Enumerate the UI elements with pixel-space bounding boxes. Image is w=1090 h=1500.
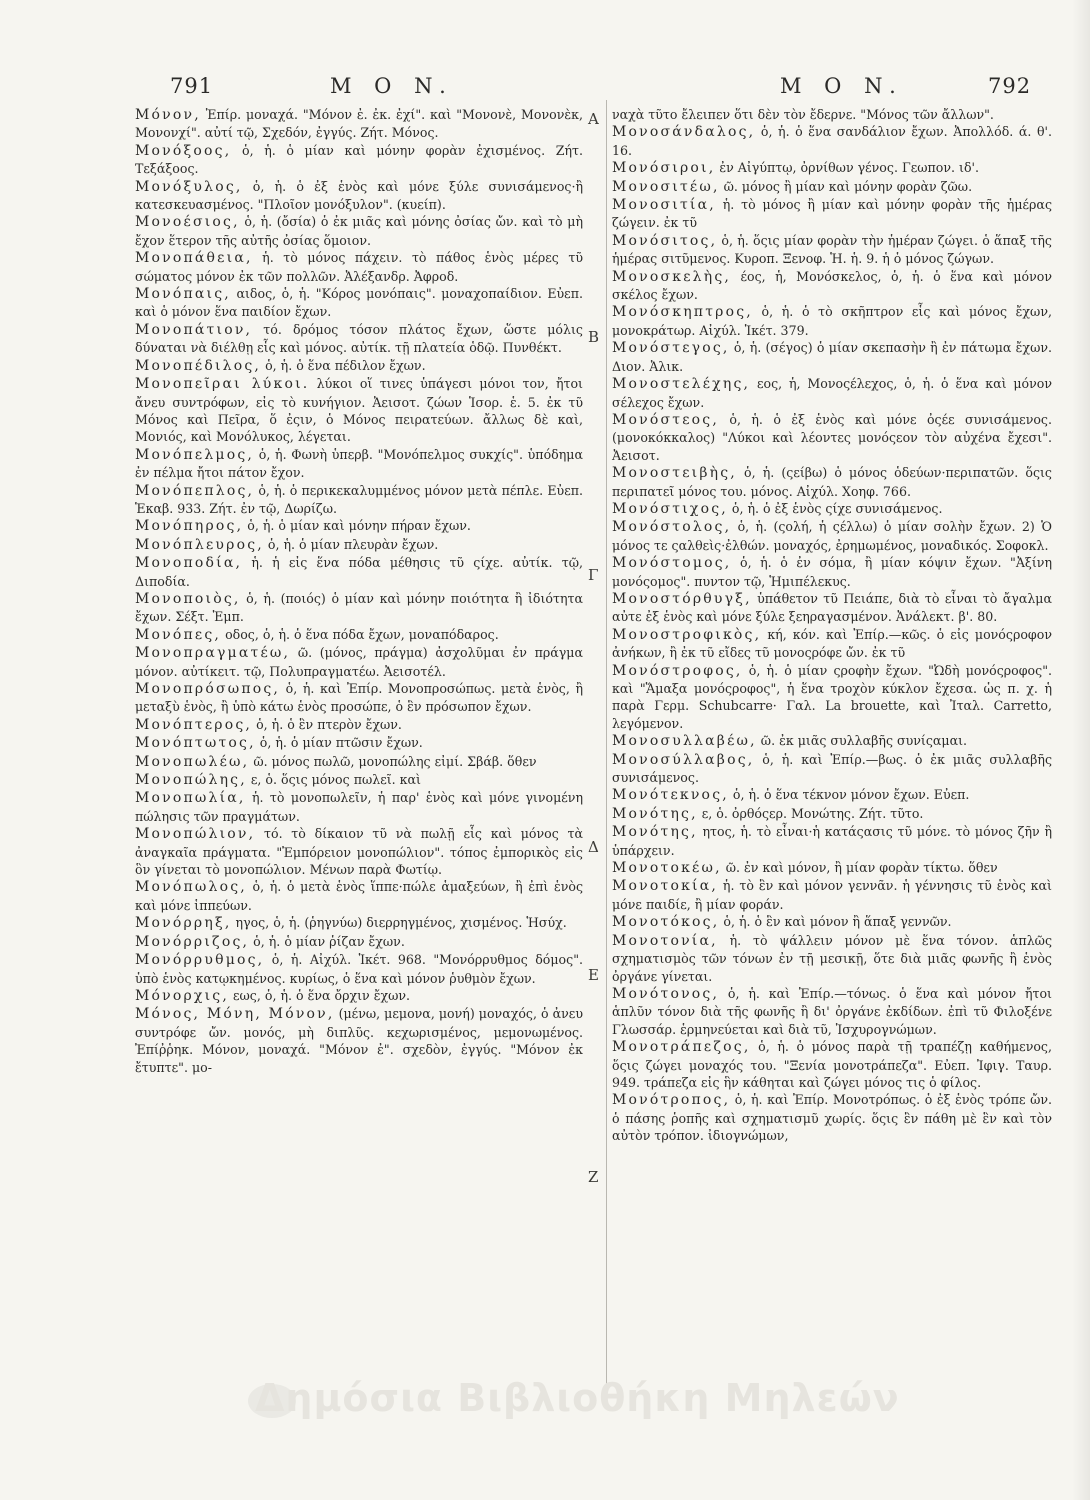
entry-definition: ὁ, ἡ. ὁ ἓν καὶ μόνον ἢ ἅπαξ γεννῶν. <box>719 914 952 930</box>
dictionary-entry <box>135 536 583 554</box>
entry-headword: Μονόστολος, <box>612 519 732 536</box>
entry-headword: Μονοσυλλαβέω, <box>612 733 757 750</box>
entry-definition: ἡ. τὸ μόνος πάχειν. τὸ πάθος ἑνὸς μέρες τῦ σώματος μόνον ἐκ τῶν πολλῶν. Ἀλέξανδρ. Ἀφροδ. <box>135 250 583 284</box>
entry-headword: Μονοπέδιλος, <box>135 357 262 374</box>
dictionary-entry <box>135 517 583 535</box>
entry-headword: Μονοποιὸς, <box>135 590 241 607</box>
entry-headword: Μονοπάθεια, <box>135 250 253 267</box>
dictionary-entry <box>135 285 583 321</box>
right-running-title: M O N. <box>780 74 904 98</box>
dictionary-entry <box>135 106 583 142</box>
dictionary-entry <box>135 626 583 644</box>
entry-headword: Μονοστελέχης, <box>612 376 751 393</box>
entry-definition: ὁ, ἡ. ὁ ἕνα σανδάλιον ἔχων. Ἀπολλόδ. ά. θ'. 16. <box>612 124 1052 158</box>
dictionary-entry <box>612 123 1052 159</box>
entry-definition: ὁ, ἡ. (ποιός) ὁ μίαν καὶ μόνην ποιότητα ἢ ἰδιότητα ἔχων. Σέξτ. Ἐμπ. <box>135 590 583 625</box>
entry-headword: Μόνος, Μόνη, Μόνον, <box>135 1006 335 1023</box>
entry-headword: Μονότροπος, <box>612 1092 731 1109</box>
dictionary-entry <box>612 554 1052 590</box>
dictionary-entry <box>612 932 1052 985</box>
entry-definition: εως, ὁ, ἡ. ὁ ἕνα ὄρχιν ἔχων. <box>229 987 411 1003</box>
dictionary-entry <box>612 411 1052 464</box>
entry-definition: ὁ, ἡ. καὶ Ἐπίρ.—βως. ὁ ἐκ μιᾶς συλλαβῆς συνισάμενος. <box>612 751 1052 786</box>
dictionary-entry <box>612 786 1052 804</box>
entry-headword: Μονόρρηξ, <box>135 915 232 932</box>
entry-definition: ηγος, ὁ, ἡ. (ῥηγνύω) διερρηγμένος, χισμένος. Ἡσύχ. <box>231 915 567 931</box>
dictionary-entry <box>612 375 1052 411</box>
entry-headword: Μόνορχις, <box>135 987 229 1004</box>
entry-definition: ὁ, ἡ. ὁ ἐξ ἑνὸς καὶ μόνε ὀςέε συνισάμενος. (μονοκόκκαλος) "Λύκοι καὶ λέοντες μονόςεον τὸν αὐχένα ἔχεσι". Ἀεισοτ. <box>612 411 1052 463</box>
entry-definition: ητος, ἡ. τὸ εἶναι·ἡ κατάςασις τῦ μόνε. τὸ μόνος ζῆν ἢ ὑπάρχειν. <box>612 824 1052 858</box>
entry-headword: Μονόξυλος, <box>135 178 243 195</box>
dictionary-entry <box>135 680 583 716</box>
left-column <box>135 106 583 1076</box>
dictionary-entry <box>612 232 1052 268</box>
entry-definition: έος, ἡ, Μονόσκελος, ὁ, ἡ. ὁ ἕνα καὶ μόνον σκέλος ἔχων. <box>612 268 1052 303</box>
dictionary-entry <box>135 590 583 626</box>
dictionary-entry <box>612 590 1052 626</box>
entry-headword: Μονοέσιος, <box>135 214 240 231</box>
dictionary-entry <box>135 914 583 932</box>
entry-definition: ῶ. ἐκ μιᾶς συλλαβῆς συνίςαμαι. <box>756 733 968 749</box>
margin-letter: A <box>588 110 599 128</box>
entry-definition: ῶ. μόνος πωλῶ, μονοπώλης εἰμί. Σβάβ. ὅθεν <box>249 753 537 769</box>
entry-headword: Μονόσιροι, <box>612 160 716 177</box>
entry-definition: ὁ, ἡ. ὁ μετὰ ἑνὸς ἵππε·πώλε ἁμαξεύων, ἢ ἐπὶ ἑνὸς καὶ μόνε ἱππεύων. <box>135 879 583 913</box>
entry-definition: ῶ. ἐν καὶ μόνον, ἢ μίαν φορὰν τίκτω. ὅθεν <box>721 860 998 876</box>
dictionary-entry <box>135 321 583 357</box>
margin-letter: B <box>588 328 600 346</box>
entry-definition: τό. τὸ δίκαιον τῦ νὰ πωλῇ εἷς καὶ μόνος τὰ ἀναγκαῖα πράγματα. "Ἐμπόρειον μονοπώλιον". τόπος ἐμπορικὸς εἰς ὃν γίνεται τὸ μονοπώλιον. Μένων παρὰ Φωτίῳ. <box>135 826 583 878</box>
dictionary-entry <box>135 825 583 878</box>
dictionary-entry <box>612 823 1052 859</box>
dictionary-entry <box>135 789 583 825</box>
entry-definition: ὁ, ἡ. Φωνὴ ὑπερβ. "Μονόπελμος συκχίς". ὑπόδημα ἐν πέλμα ἤτοι πάτον ἔχον. <box>135 446 583 481</box>
entry-definition: ἡ. τὸ μόνος ἢ μίαν καὶ μόνην φορὰν τῆς ἡμέρας ζώγειν. ἐκ τῦ <box>612 197 1052 231</box>
entry-headword: Μονοτόκος, <box>612 914 720 931</box>
dictionary-entry <box>612 913 1052 931</box>
entry-definition: ὁ, ἡ. ὁ ἓν πτερὸν ἔχων. <box>252 716 402 732</box>
dictionary-entry <box>612 1038 1052 1091</box>
entry-headword: Μονοπωλέω, <box>135 753 250 770</box>
entry-definition: ε, ὁ. ὀρθόςερ. Μονώτης. Ζήτ. τῦτο. <box>697 805 924 821</box>
dictionary-entry <box>612 339 1052 375</box>
dictionary-entry <box>135 142 583 178</box>
dictionary-entry <box>612 268 1052 304</box>
entry-definition: ῶ. (μόνος, πράγμα) ἀσχολῦμαι ἐν πράγμα μόνον. αὐτίκειτ. τῷ, Πολυπραγματέω. Ἀεισοτέλ. <box>135 645 583 679</box>
section-margin-letters <box>588 0 608 1500</box>
entry-definition: ὁ, ἡ. ὁ περικεκαλυμμένος μόνον μετὰ πέπλε. Εὐεπ. Ἑκαβ. 933. Ζήτ. ἐν τῷ, Δωρίζω. <box>135 482 583 516</box>
entry-headword: Μονοποδία, <box>135 555 243 572</box>
entry-definition: ὁ, ἡ. ὁ μίαν ςροφὴν ἔχων. "Ὠδὴ μονόςροφος". καὶ "Ἅμαξα μονόςροφος", ἡ ἕνα τροχὸν κύκλον ἔχεσα. ὡς π. χ. ἡ παρὰ Γερμ. Schubcarre· Γαλ. La brouette, καὶ Ἰταλ. Carretto, λεγόμενον. <box>612 662 1052 731</box>
entry-definition: ὁ, ἡ. ὁ ἐξ ἑνὸς καὶ μόνε ξύλε συνισάμενος·ἢ κατεσκευασμένος. "Πλοῖον μονόξυλον". (κυείπ). <box>135 178 583 213</box>
entry-headword: Μονόσιτος, <box>612 232 718 249</box>
dictionary-entry <box>135 771 583 789</box>
dictionary-entry <box>612 196 1052 232</box>
entry-definition: κή, κόν. καὶ Ἐπίρ.—κῶς. ὁ εἰς μονόςροφον ἀνήκων, ἢ ἐκ τῦ εἴδες τῦ μονοςρόφε ὤν. ἐκ τῦ <box>612 626 1052 661</box>
entry-definition: ὁ, ἡ. ὁ μίαν καὶ μόνην πήραν ἔχων. <box>243 518 471 534</box>
dictionary-entry <box>612 662 1052 733</box>
dictionary-entry <box>135 987 583 1005</box>
entry-headword: Μονόρριζος, <box>135 933 250 950</box>
entry-definition: ὁ, ἡ. (ςείβω) ὁ μόνος ὁδεύων·περιπατῶν. ὅςις περιπατεῖ μόνος του. μόνος. Αἰχύλ. Χοηφ. 766. <box>612 465 1052 499</box>
entry-definition: ὁ, ἡ. ὁ ἐξ ἑνὸς ςίχε συνισάμενος. <box>727 500 943 516</box>
right-column <box>612 106 1052 1145</box>
entry-definition: ναχὰ τῦτο ἔλειπεν ὅτι δὲν τὸν ἔδερνε. "Μόνος τῶν ἄλλων". <box>612 107 994 122</box>
entry-headword: Μονοσκελὴς, <box>612 268 732 285</box>
entry-headword: Μονοπεῖραι λύκοι. <box>135 376 310 393</box>
dictionary-entry <box>135 554 583 590</box>
entry-headword: Μονόστιχος, <box>612 500 728 517</box>
dictionary-entry <box>612 178 1052 196</box>
entry-definition: ὁ, ἡ. (ςολή, ἡ ςέλλω) ὁ μίαν σολὴν ἔχων. 2) Ὁ μόνος τε ςαλθεὶς·ἐλθών. μοναχός, ἐρημωμένος, μοναδικός. Σοφοκλ. <box>612 519 1052 553</box>
entry-definition: ὁ, ἡ. καὶ Ἐπίρ. Μονοπροσώπως. μετὰ ἑνὸς, ἢ μεταξὺ ἑνὸς, ἢ ὑπὸ κάτω ἑνὸς προσώπε, ὁ ἓν πρόσωπον ἔχων. <box>135 681 583 715</box>
dictionary-entry <box>135 878 583 914</box>
dictionary-entry <box>612 159 1052 177</box>
entry-definition: ὁ, ἡ. καὶ Ἐπίρ. Μονοτρόπως. ὁ ἐξ ἑνὸς τρόπε ὤν. ὁ πάσης ῥοπῆς καὶ σχηματισμῦ χωρίς. ὅςις ἓν πάθη μὲ ἓν καὶ τὸν αὐτὸν τρόπον. ἰδιογνώμων, <box>612 1092 1052 1144</box>
entry-definition: ὁ, ἡ. Αἰχύλ. Ἱκέτ. 968. "Μονόρρυθμος δόμος". ὑπὸ ἑνὸς κατῳκημένος. κυρίως, ὁ ἕνα καὶ μόνον ῥυθμὸν ἔχων. <box>135 952 583 986</box>
entry-headword: Μονοπρόσωπος, <box>135 681 281 697</box>
dictionary-entry <box>612 859 1052 877</box>
entry-definition: ἡ. τὸ ἓν καὶ μόνον γεννᾶν. ἡ γέννησις τῦ ἑνὸς καὶ μόνε παιδίε, ἢ μίαν φοράν. <box>612 878 1052 912</box>
entry-headword: Μονοστειβὴς, <box>612 465 737 482</box>
entry-headword: Μονόστομος, <box>612 555 732 572</box>
dictionary-entry <box>135 1005 583 1076</box>
entry-definition: ε, ὁ. ὅςις μόνος πωλεῖ. καὶ <box>246 772 421 788</box>
entry-definition: εος, ἡ, Μονοςέλεχος, ὁ, ἡ. ὁ ἕνα καὶ μόνον σέλεχος ἔχων. <box>612 376 1052 410</box>
entry-headword: Μονοσιτέω, <box>612 178 720 195</box>
entry-headword: Μονοπώλης, <box>135 772 247 789</box>
entry-headword: Μονότονος, <box>612 985 720 1002</box>
entry-definition: λύκοι οἵ τινες ὑπάγεσι μόνοι τον, ἤτοι ἄνευ συντρόφων, εἰς τὸ κυνήγιον. Ἀεισοτ. ζώων Ἱσορ. ἑ. 5. ἐκ τῦ Μόνος καὶ Πεῖρα, ὅ ἐςιν, ὁ Μόνος πειρατεύων. ἄλλως δὲ καὶ, Μονιός, καὶ Μονόλυκος, λέγεται. <box>135 376 583 445</box>
dictionary-entry <box>135 178 583 214</box>
entry-headword: Μονοσάνδαλος, <box>612 124 756 141</box>
margin-letter: E <box>588 966 599 984</box>
dictionary-entry <box>612 303 1052 339</box>
entry-headword: Μονοπραγματέω, <box>135 645 291 662</box>
entry-definition: ὁ, ἡ. ὁ μίαν ῥίζαν ἔχων. <box>249 933 405 949</box>
entry-definition: ὁ, ἡ. (σέγος) ὁ μίαν σκεπασὴν ἢ ἐν πάτωμα ἔχων. Διον. Ἀλικ. <box>612 340 1052 374</box>
entry-definition: ἡ. τὸ μονοπωλεῖν, ἡ παρ' ἑνὸς καὶ μόνε γινομένη πώλησις τῶν πραγμάτων. <box>135 790 583 824</box>
margin-letter: Δ <box>588 838 599 856</box>
entry-headword: Μονόπηρος, <box>135 518 244 535</box>
entry-headword: Μονόστεος, <box>612 411 719 428</box>
entry-definition: ὁ, ἡ. ὅςις μίαν φορὰν τὴν ἡμέραν ζώγει. ὁ ἅπαξ τῆς ἡμέρας σιτῦμενος. Κυροπ. Ξενοφ. Ἡ. ἡ. 9. ἡ ὁ μόνος ζώγων. <box>612 232 1052 267</box>
entry-headword: Μονοστροφικὸς, <box>612 626 762 643</box>
entry-definition: τό. δρόμος τόσον πλάτος ἔχων, ὥστε μόλις δύναται νὰ διέλθῃ εἷς καὶ μόνος. αὐτίκ. τῇ πλατεία ὁδῷ. Πυνθέκτ. <box>135 321 583 356</box>
entry-headword: Μονόπες, <box>135 626 222 643</box>
entry-headword: Μονοπάτιον, <box>135 321 253 338</box>
dictionary-entry <box>135 482 583 518</box>
entry-definition: ὁ, ἡ. (ὄσία) ὁ ἐκ μιᾶς καὶ μόνης ὀσίας ὤν. καὶ τὸ μὴ ἔχον ἕτερον τῆς αὐτῆς ὀσίας ὅμοιον. <box>135 214 583 248</box>
entry-definition: ὁ, ἡ. ὁ μίαν καὶ μόνην φορὰν ἐχισμένος. Ζήτ. Τεξάξοος. <box>135 142 583 177</box>
dictionary-entry <box>135 249 583 285</box>
entry-definition: ἡ. ἡ εἰς ἕνα πόδα μέθησις τῦ ςίχε. αὐτίκ. τῷ, Διποδία. <box>135 555 583 589</box>
right-page-number: 792 <box>988 74 1032 98</box>
dictionary-entry <box>612 106 1052 123</box>
library-watermark: Δημόσια Βιβλιοθήκη Μηλεών <box>255 1376 900 1420</box>
dictionary-entry <box>612 732 1052 750</box>
entry-headword: Μονοπωλία, <box>135 790 246 807</box>
entry-headword: Μονοτοκία, <box>612 878 719 895</box>
entry-headword: Μονόπελμος, <box>135 446 255 463</box>
entry-headword: Μονόσκηπτρος, <box>612 304 753 321</box>
entry-headword: Μονοτράπεζος, <box>612 1039 751 1056</box>
dictionary-entry <box>612 626 1052 662</box>
entry-headword: Μονόστροφος, <box>612 662 743 679</box>
dictionary-entry <box>612 751 1052 787</box>
dictionary-entry <box>612 518 1052 554</box>
entry-headword: Μονοσιτία, <box>612 197 716 214</box>
entry-headword: Μονόπλευρος, <box>135 536 264 553</box>
dictionary-entry <box>612 985 1052 1038</box>
dictionary-entry <box>135 375 583 446</box>
margin-letter: Z <box>588 1168 599 1186</box>
entry-headword: Μονοσύλλαβος, <box>612 751 755 768</box>
margin-letter: Γ <box>588 566 599 584</box>
entry-definition: ὁ, ἡ. ὁ ἕνα τέκνον μόνον ἔχων. Εὐεπ. <box>728 787 970 803</box>
dictionary-entry <box>135 753 583 771</box>
entry-definition: ὁ, ἡ. ὁ μίαν πτῶσιν ἔχων. <box>255 735 423 751</box>
dictionary-entry <box>135 716 583 734</box>
entry-definition: αιδος, ὁ, ἡ. "Κόρος μονόπαις". μοναχοπαίδιον. Εὐεπ. καὶ ὁ μόνον ἕνα παιδίον ἔχων. <box>135 286 583 320</box>
entry-definition: ὁ, ἡ. ὁ μόνος παρὰ τῇ τραπέζῃ καθήμενος, ὅςις ζώγει μοναχός του. "Ξενία μονοτράπεζα". Εὐεπ. Ἰφιγ. Ταυρ. 949. τράπεζα εἰς ἣν κάθηται καὶ ζώγει μόνος τις ὁ φίλος. <box>612 1039 1052 1090</box>
dictionary-entry <box>135 357 583 375</box>
page-edge-shadow <box>1072 0 1090 1500</box>
entry-definition: Ἐπίρ. μοναχά. "Μόνον ἐ. ἐκ. ἐχί". καὶ "Μονονὲ, Μονονὲκ, Μονονχί". αὐτί τῷ, Σχεδόν, ἐγγύς. Ζήτ. Μόνος. <box>135 107 583 141</box>
left-running-title: M O N. <box>330 74 454 98</box>
dictionary-entry <box>612 500 1052 518</box>
dictionary-entry <box>135 446 583 482</box>
entry-headword: Μονόπαις, <box>135 286 231 303</box>
entry-definition: (μένω, μεμονα, μονή) μοναχός, ὁ ἀνευ συντρόφε ὤν. μονός, μὴ διπλῦς. κεχωρισμένος, μεμονωμένος. Ἐπίῤῥηκ. Μόνον, μοναχά. "Μόνον ἐ". σχεδὸν, ἐγγύς. "Μόνον ἐκ ἔτυπτε". μο- <box>135 1006 583 1075</box>
entry-headword: Μονόρρυθμος, <box>135 952 265 969</box>
dictionary-entry <box>612 805 1052 823</box>
dictionary-entry <box>612 877 1052 913</box>
entry-headword: Μονόπωλος, <box>135 879 247 896</box>
entry-headword: Μονοπώλιον, <box>135 826 256 843</box>
entry-headword: Μονόπτερος, <box>135 716 253 733</box>
entry-definition: ὁ, ἡ. ὁ ἐν σόμα, ἢ μίαν κόψιν ἔχων. "Ἀξίνη μονόςομος". πυντον τῷ, Ἡμιπέλεκυς. <box>612 555 1052 589</box>
dictionary-entry <box>135 213 583 249</box>
entry-headword: Μονοτοκέω, <box>612 860 722 877</box>
entry-headword: Μόνον, <box>135 107 201 123</box>
entry-definition: ῶ. μόνος ἢ μίαν καὶ μόνην φορὰν ζῶω. <box>719 178 973 194</box>
dictionary-entry <box>135 734 583 752</box>
entry-definition: ὁ, ἡ. καὶ Ἐπίρ.—τόνως. ὁ ἕνα καὶ μόνον ἤτοι ἁπλῦν τόνον διὰ τῆς φωνῆς ἢ δι' ὀργάνε ἐκδίδων. ἐπὶ τῦ Φιλοξένε Γλωσσάρ. ἑρμηνεύεται καὶ διὰ τῦ, Ἰσχυρογνώμων. <box>612 985 1052 1037</box>
left-page-number: 791 <box>170 74 214 98</box>
entry-definition: οδος, ὁ, ἡ. ὁ ἕνα πόδα ἔχων, μοναπόδαρος. <box>221 626 499 642</box>
entry-headword: Μονόξοος, <box>135 142 232 159</box>
entry-definition: ἡ. τὸ ψάλλειν μόνον μὲ ἕνα τόνον. ἁπλῶς σχηματισμὸς τῶν τόνων ἐν τῇ μεσικῇ, ὅτε διὰ μιᾶς φωνῆς ἢ ἑνὸς ὀργάνε γίνεται. <box>612 932 1052 984</box>
entry-headword: Μονότης, <box>612 824 698 841</box>
entry-definition: ὁ, ἡ. ὁ ἕνα πέδιλον ἔχων. <box>261 357 426 373</box>
dictionary-entry <box>135 644 583 680</box>
entry-headword: Μονοτονία, <box>612 932 718 949</box>
entry-definition: ὁ, ἡ. ὁ μίαν πλευρὰν ἔχων. <box>263 536 439 552</box>
entry-headword: Μονοστόρθυγξ, <box>612 590 752 607</box>
entry-definition: ὑπάθετον τῦ Πειάπε, διὰ τὸ εἶναι τὸ ἄγαλμα αὐτε ἐξ ἑνὸς καὶ μόνε ξύλε ξεηραγασμένον. Ἀνάλεκτ. β'. 80. <box>612 590 1052 625</box>
entry-headword: Μονόπτωτος, <box>135 735 256 752</box>
dictionary-entry <box>612 464 1052 500</box>
entry-definition: ὁ, ἡ. ὁ τὸ σκῆπτρον εἷς καὶ μόνος ἔχων, μονοκράτωρ. Αἰχύλ. Ἱκέτ. 379. <box>612 304 1052 338</box>
dictionary-entry <box>135 933 583 951</box>
dictionary-entry <box>135 951 583 987</box>
dictionary-entry <box>612 1091 1052 1144</box>
entry-definition: ἐν Αἰγύπτῳ, ὀρνίθων γένος. Γεωπον. ιδ'. <box>715 160 979 176</box>
entry-headword: Μονότεκνος, <box>612 787 729 804</box>
entry-headword: Μονότης, <box>612 805 698 822</box>
entry-headword: Μονόπεπλος, <box>135 482 255 499</box>
entry-headword: Μονόστεγος, <box>612 340 730 357</box>
